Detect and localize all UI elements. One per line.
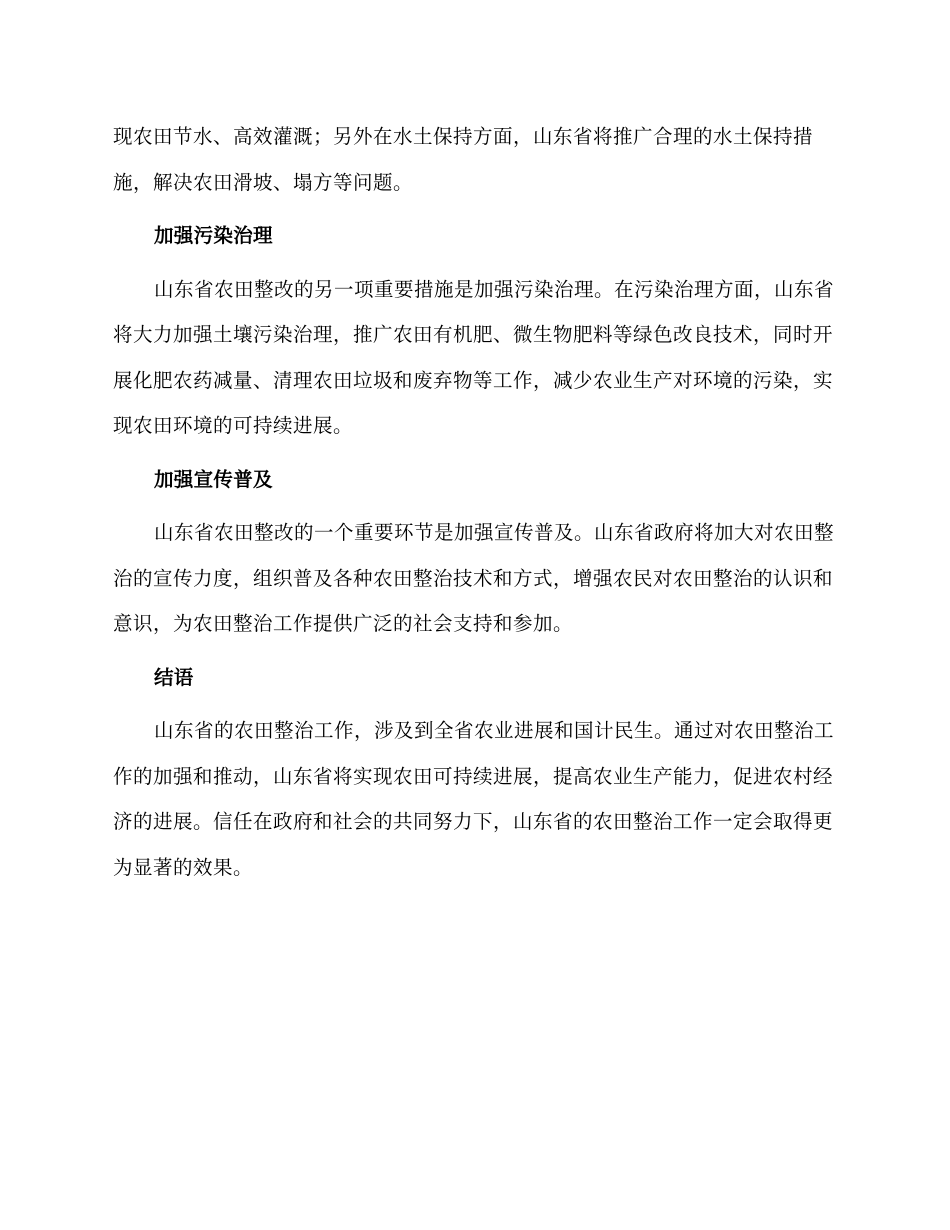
section-body-conclusion: 山东省的农田整治工作，涉及到全省农业进展和国计民生。通过对农田整治工作的加强和推动，山东省将实现农田可持续进展，提高农业生产能力，促进农村经济的进展。信任在政府和社会的共同努力下，山东省的农田整治工作一定会取得更为显著的效果。 <box>113 719 835 879</box>
intro-paragraph: 现农田节水、高效灌溉；另外在水土保持方面，山东省将推广合理的水土保持措施，解决农田滑坡、塌方等问题。 <box>113 125 814 194</box>
section-body-pollution: 山东省农田整改的另一项重要措施是加强污染治理。在污染治理方面，山东省将大力加强土壤污染治理，推广农田有机肥、微生物肥料等绿色改良技术，同时开展化肥农药减量、清理农田垃圾和废弃物等工作，减少农业生产对环境的污染，实现农田环境的可持续进展。 <box>113 277 835 437</box>
document-body <box>113 114 837 890</box>
section-body-publicity: 山东省农田整改的一个重要环节是加强宣传普及。山东省政府将加大对农田整治的宣传力度，组织普及各种农田整治技术和方式，增强农民对农田整治的认识和意识，为农田整治工作提供广泛的社会支持和参加。 <box>113 521 835 635</box>
section-heading-publicity: 加强宣传普及 <box>154 467 273 491</box>
section-heading-conclusion: 结语 <box>154 665 194 689</box>
section-heading-pollution: 加强污染治理 <box>154 224 273 247</box>
